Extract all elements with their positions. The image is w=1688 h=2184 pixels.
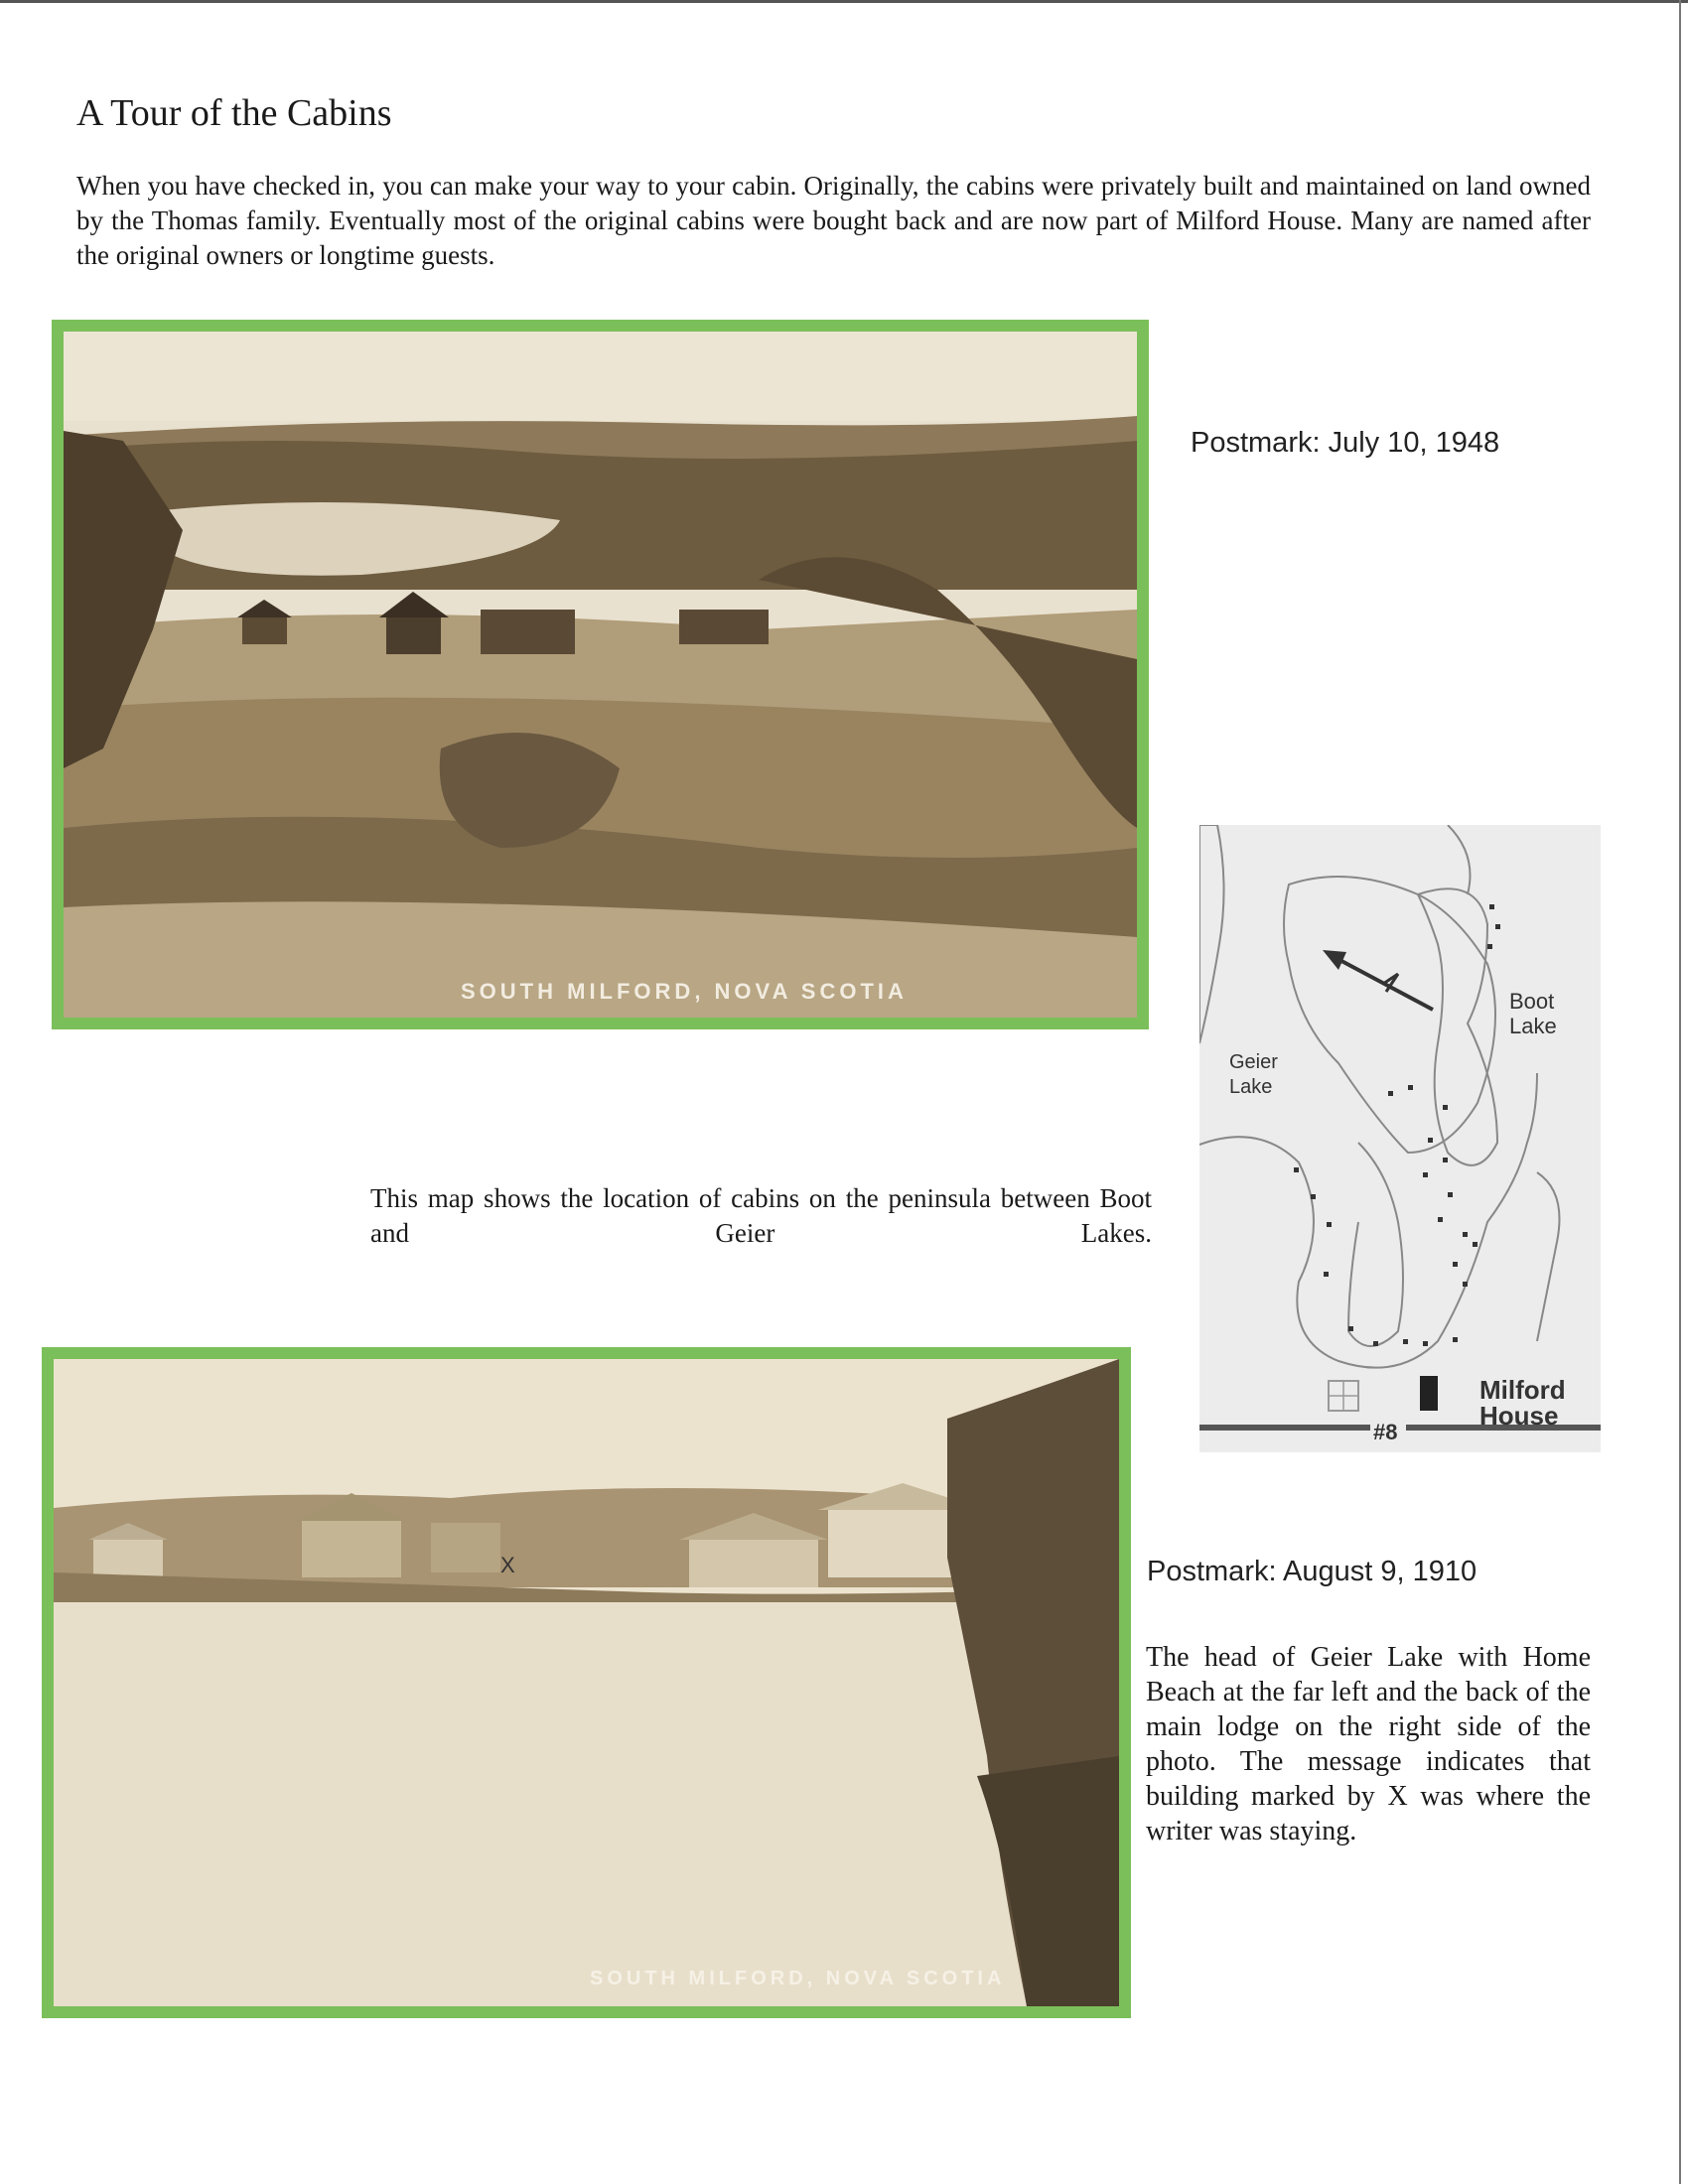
right-rule [1679, 0, 1681, 2184]
cabin-location-map [1199, 825, 1601, 1452]
postcard-1910-imprint: SOUTH MILFORD, NOVA SCOTIA [590, 1968, 1006, 1989]
page-title: A Tour of the Cabins [76, 92, 392, 134]
postcard-1910-marker: X [500, 1553, 515, 1577]
route-8-label: #8 [1373, 1420, 1398, 1444]
milford-house-marker [1420, 1376, 1438, 1411]
postmark-1948: Postmark: July 10, 1948 [1191, 427, 1500, 459]
postcard-1948 [52, 320, 1149, 1029]
postcard-1948-photo [64, 332, 1137, 1018]
postcard-1910-photo [54, 1359, 1119, 2006]
geier-lake-label: Geier [1229, 1051, 1278, 1073]
postcard-1910 [42, 1347, 1131, 2018]
milford-house-label-2: House [1479, 1401, 1559, 1431]
intro-paragraph: When you have checked in, you can make your way to your cabin. Originally, the cabins were privately built and maintained on land owned by the Thomas family. Eventually most of the original cabins were bought back and are now part of Milford House. Many are named after the original owners or longtime guests. [76, 171, 1591, 270]
boot-lake-label: Boot [1509, 989, 1555, 1014]
top-rule [0, 0, 1688, 3]
boot-lake-label-2: Lake [1509, 1014, 1557, 1038]
photo-1910-caption: The head of Geier Lake with Home Beach at the far left and the back of the main lodge on the right side of the photo. The message indicates that building marked by X was where the writer was staying. [1146, 1642, 1591, 1846]
postmark-1910: Postmark: August 9, 1910 [1147, 1556, 1477, 1587]
map-caption: This map shows the location of cabins on the peninsula between Boot and Geier Lakes. [370, 1183, 1152, 1248]
postcard-1948-imprint: SOUTH MILFORD, NOVA SCOTIA [461, 979, 908, 1004]
milford-house-label: Milford [1479, 1375, 1566, 1405]
geier-lake-label-2: Lake [1229, 1076, 1273, 1098]
geier-lake-shape [1284, 877, 1495, 1153]
